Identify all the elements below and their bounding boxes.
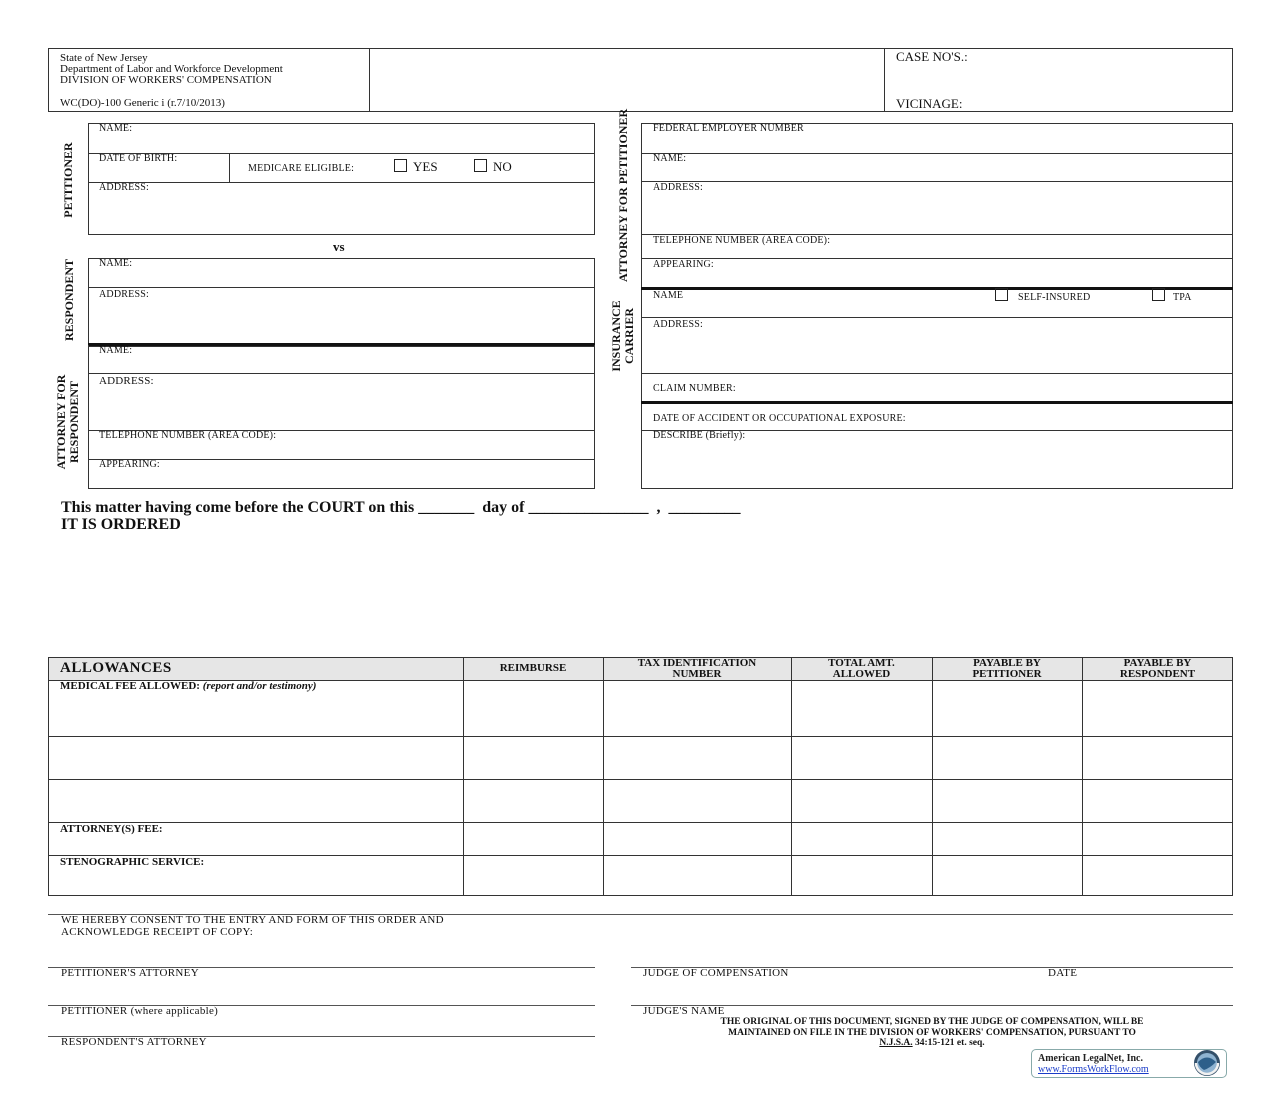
petitioner-section-label: PETITIONER	[61, 142, 75, 218]
petitioner-address-label: ADDRESS:	[99, 182, 149, 193]
medicare-no-checkbox[interactable]	[474, 159, 487, 172]
divider	[641, 317, 1233, 318]
date-of-accident-field[interactable]	[975, 407, 1225, 427]
col-pr-line1: PAYABLE BY	[1123, 657, 1192, 669]
medicare-yes-option[interactable]	[394, 159, 438, 175]
tpa-checkbox[interactable]	[1152, 288, 1165, 301]
header-division: DIVISION OF WORKERS' COMPENSATION	[60, 74, 272, 86]
self-insured-label: SELF-INSURED	[1018, 292, 1091, 303]
respondent-section-label: RESPONDENT	[62, 259, 76, 342]
divider	[229, 153, 230, 182]
company-name: American LegalNet, Inc.	[1038, 1053, 1143, 1064]
consent-line1: WE HEREBY CONSENT TO THE ENTRY AND FORM OF THIS ORDER AND	[61, 914, 444, 926]
vicinage-label: VICINAGE:	[896, 96, 963, 111]
divider	[88, 373, 595, 374]
header-divider-right	[884, 48, 885, 112]
it-is-ordered: IT IS ORDERED	[61, 516, 181, 533]
attorney-respondent-appearing-field[interactable]	[175, 461, 590, 485]
self-insured-checkbox[interactable]	[995, 288, 1008, 301]
american-legalnet-logo	[1031, 1049, 1227, 1078]
attorney-respondent-address-field[interactable]	[99, 390, 589, 428]
medicare-eligible-label: MEDICARE ELIGIBLE:	[248, 163, 355, 174]
vicinage-field[interactable]	[985, 94, 1225, 110]
col-tax-id-line2: NUMBER	[672, 668, 722, 680]
allowances-title: ALLOWANCES	[60, 660, 172, 676]
table-row[interactable]	[464, 681, 1232, 735]
col-total-allowed	[791, 658, 932, 680]
njsa-citation: N.J.S.A.	[879, 1038, 913, 1048]
petitioner-address-field[interactable]	[99, 195, 589, 232]
notice-line2: MAINTAINED ON FILE IN THE DIVISION OF WORKERS' COMPENSATION, PURSUANT TO	[728, 1027, 1136, 1038]
divider	[641, 258, 1233, 259]
filing-notice	[637, 1017, 1227, 1049]
divider	[88, 182, 595, 183]
judge-name-label: JUDGE'S NAME	[643, 1005, 725, 1017]
case-number-label: CASE NO'S.:	[896, 49, 968, 64]
attorney-petitioner-name-field[interactable]	[695, 155, 1225, 179]
steno-label: STENOGRAPHIC SERVICE:	[60, 856, 205, 868]
petitioner-label: PETITIONER (where applicable)	[61, 1005, 219, 1017]
respondent-name-field[interactable]	[140, 260, 590, 286]
attorney-respondent-appearing-label: APPEARING:	[99, 459, 160, 470]
col-pp-line2: PETITIONER	[972, 668, 1042, 680]
col-pp-line1: PAYABLE BY	[973, 657, 1041, 669]
attorney-respondent-address-label: ADDRESS:	[99, 375, 154, 387]
medical-fee-label	[60, 680, 316, 692]
divider	[641, 153, 1233, 154]
judge-label: JUDGE OF COMPENSATION	[643, 967, 789, 979]
describe-field[interactable]	[653, 443, 1228, 485]
consent-line2: ACKNOWLEDGE RECEIPT OF COPY:	[61, 926, 254, 938]
col-reimburse: REIMBURSE	[499, 662, 567, 674]
njsa-section: 34:15-121 et. seq.	[912, 1038, 985, 1048]
attorney-petitioner-appearing-label: APPEARING:	[653, 259, 714, 270]
attorney-fee-label: ATTORNEY(S) FEE:	[60, 823, 163, 835]
medical-fee-title: MEDICAL FEE ALLOWED:	[60, 680, 200, 692]
date-label: DATE	[1048, 967, 1078, 979]
table-row[interactable]	[464, 823, 1232, 854]
attorney-petitioner-appearing-field[interactable]	[730, 260, 1225, 284]
attorney-respondent-telephone-field[interactable]	[320, 432, 590, 456]
petitioner-dob-label: DATE OF BIRTH:	[99, 153, 178, 164]
attorney-respondent-name-label: NAME:	[99, 345, 133, 356]
order-statement: This matter having come before the COURT on this _______ day of _______________ , _________	[61, 499, 741, 516]
medicare-yes-label: YES	[413, 159, 438, 174]
petitioner-attorney-label: PETITIONER'S ATTORNEY	[61, 967, 199, 979]
globe-icon	[1190, 1048, 1224, 1078]
company-url[interactable]: www.FormsWorkFlow.com	[1038, 1064, 1149, 1075]
case-number-field[interactable]	[990, 50, 1230, 68]
table-row[interactable]	[49, 737, 1232, 778]
describe-label: DESCRIBE (Briefly):	[653, 430, 746, 441]
header-state: State of New Jersey	[60, 52, 148, 64]
tpa-option[interactable]	[1152, 288, 1192, 303]
insurance-address-label: ADDRESS:	[653, 319, 703, 330]
insurance-address-field[interactable]	[653, 333, 1228, 371]
attorney-petitioner-telephone-label: TELEPHONE NUMBER (AREA CODE):	[653, 235, 831, 246]
divider	[641, 287, 1233, 290]
col-total-line2: ALLOWED	[832, 668, 891, 680]
attorney-petitioner-name-label: NAME:	[653, 153, 687, 164]
header-divider-left	[369, 48, 370, 112]
attorney-respondent-section-label	[55, 362, 81, 482]
col-tax-id-line1: TAX IDENTIFICATION	[637, 657, 757, 669]
tpa-label: TPA	[1173, 292, 1192, 303]
col-pr-line2: RESPONDENT	[1119, 668, 1196, 680]
insurance-name-field[interactable]	[695, 291, 985, 315]
attorney-petitioner-telephone-field[interactable]	[872, 236, 1227, 256]
insurance-carrier-section-label	[610, 286, 636, 386]
vs-label: vs	[333, 239, 345, 254]
attorney-respondent-line1: ATTORNEY FOR	[54, 374, 68, 470]
col-payable-respondent	[1082, 658, 1233, 680]
respondent-address-label: ADDRESS:	[99, 289, 149, 300]
divider	[88, 459, 595, 460]
insurance-line1: INSURANCE	[609, 300, 623, 372]
claim-number-field[interactable]	[760, 377, 1225, 397]
col-tax-id	[603, 658, 791, 680]
attorney-respondent-telephone-label: TELEPHONE NUMBER (AREA CODE):	[99, 430, 277, 441]
petitioner-name-label: NAME:	[99, 123, 133, 134]
header-dept: Department of Labor and Workforce Development	[60, 63, 283, 75]
respondent-name-label: NAME:	[99, 258, 133, 269]
petitioner-dob-field[interactable]	[99, 166, 224, 180]
notice-line3	[637, 1038, 1227, 1049]
divider	[641, 373, 1233, 374]
col-payable-petitioner	[932, 658, 1082, 680]
notice-line1: THE ORIGINAL OF THIS DOCUMENT, SIGNED BY THE JUDGE OF COMPENSATION, WILL BE	[720, 1017, 1144, 1027]
divider	[88, 287, 595, 288]
col-total-line1: TOTAL AMT.	[828, 657, 895, 669]
divider	[641, 181, 1233, 182]
attorney-petitioner-address-label: ADDRESS:	[653, 182, 703, 193]
table-row[interactable]	[49, 780, 1232, 821]
respondent-address-field[interactable]	[99, 302, 589, 340]
self-insured-option[interactable]	[995, 288, 1090, 303]
attorney-respondent-name-field[interactable]	[140, 347, 590, 371]
table-row[interactable]	[464, 856, 1232, 895]
fein-field[interactable]	[840, 125, 1225, 151]
medicare-no-option[interactable]	[474, 159, 512, 175]
attorney-petitioner-section-label: ATTORNEY FOR PETITIONER	[616, 108, 630, 282]
divider	[641, 401, 1233, 404]
attorney-petitioner-address-field[interactable]	[653, 195, 1228, 231]
insurance-line2: CARRIER	[622, 308, 636, 365]
order-body-field[interactable]	[61, 540, 1231, 650]
petitioner-name-field[interactable]	[140, 125, 590, 151]
fein-label: FEDERAL EMPLOYER NUMBER	[653, 123, 804, 134]
medicare-yes-checkbox[interactable]	[394, 159, 407, 172]
respondent-attorney-label: RESPONDENT'S ATTORNEY	[61, 1036, 207, 1048]
date-of-accident-label: DATE OF ACCIDENT OR OCCUPATIONAL EXPOSURE:	[653, 413, 906, 424]
header-form-id: WC(DO)-100 Generic i (r.7/10/2013)	[60, 97, 225, 109]
medical-fee-note: (report and/or testimony)	[202, 680, 317, 692]
attorney-respondent-line2: RESPONDENT	[67, 381, 81, 464]
insurance-name-label: NAME	[653, 290, 684, 301]
medicare-no-label: NO	[493, 159, 512, 174]
claim-number-label: CLAIM NUMBER:	[653, 383, 736, 394]
